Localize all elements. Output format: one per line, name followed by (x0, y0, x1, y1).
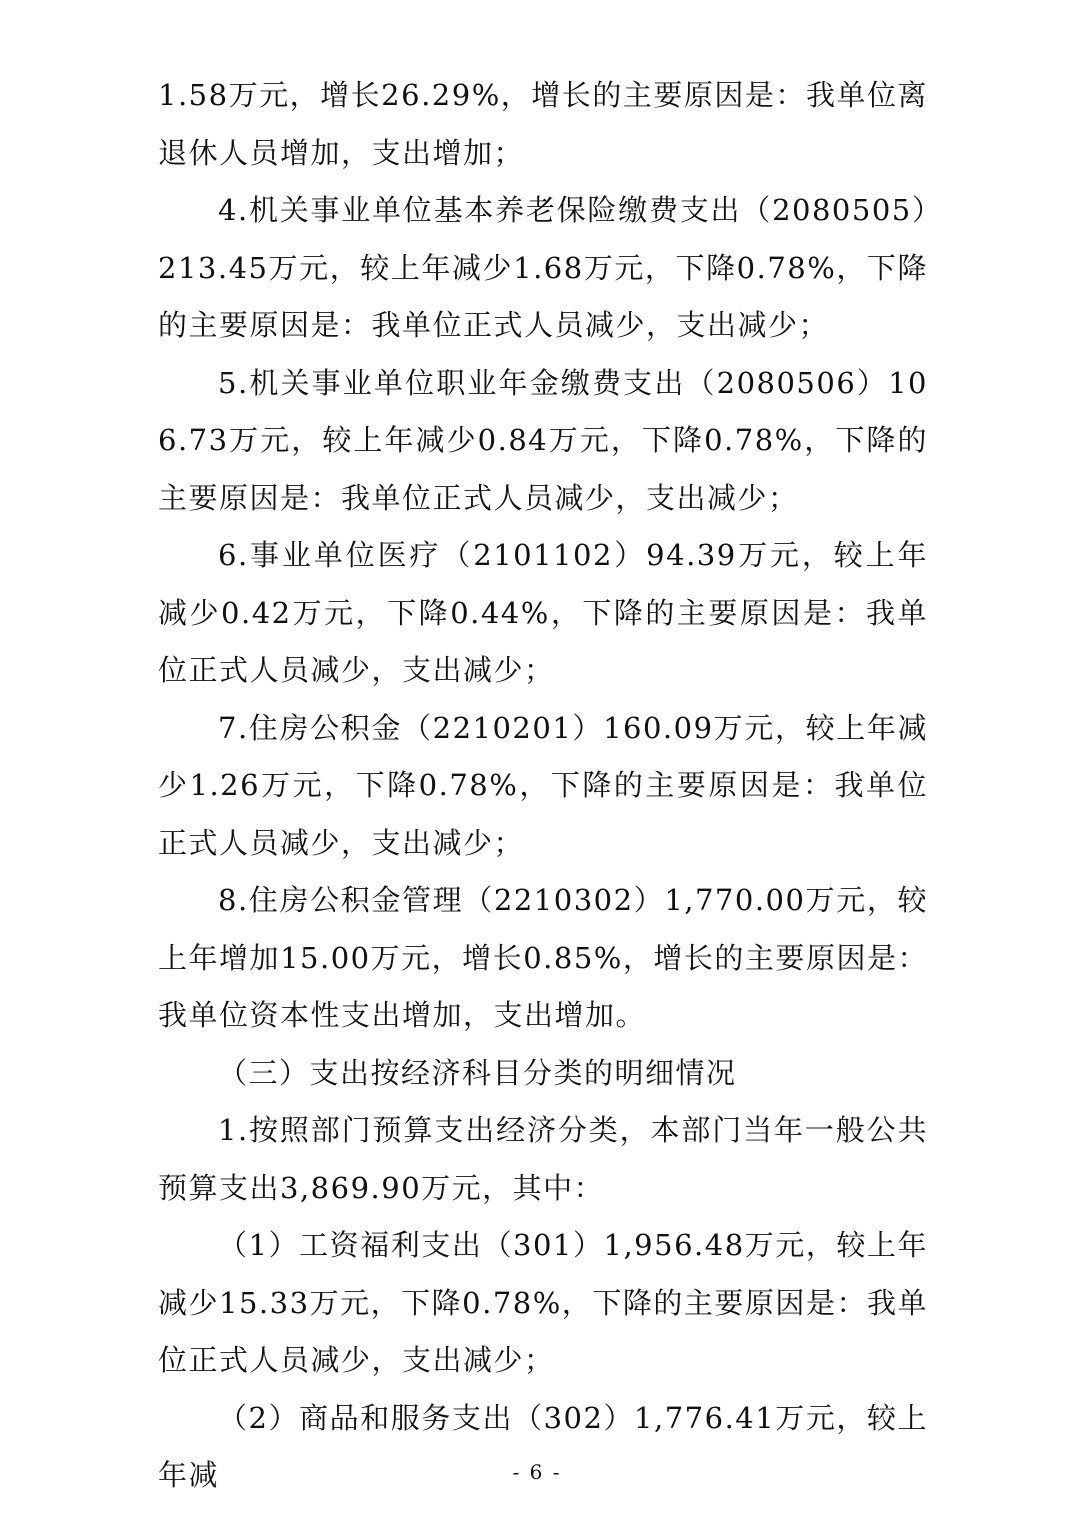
paragraph-item-6: 6.事业单位医疗（2101102）94.39万元，较上年减少0.42万元，下降0.44%，下降的主要原因是：我单位正式人员减少，支出减少； (158, 538, 928, 687)
paragraph-goods-services: （2）商品和服务支出（302）1,776.41万元，较上年减 (158, 1400, 928, 1492)
section-heading: （三）支出按经济科目分类的明细情况 (218, 1055, 737, 1090)
paragraph-item-8: 8.住房公积金管理（2210302）1,770.00万元，较上年增加15.00万元，增长0.85%，增长的主要原因是：我单位资本性支出增加，支出增加。 (158, 883, 928, 1032)
paragraph-continuation: 1.58万元，增长26.29%，增长的主要原因是：我单位离退休人员增加，支出增加； (158, 78, 928, 170)
page-number: - 6 - (512, 1460, 562, 1484)
document-body (158, 67, 928, 1505)
paragraph-salary-welfare: （1）工资福利支出（301）1,956.48万元，较上年减少15.33万元，下降0.78%，下降的主要原因是：我单位正式人员减少，支出减少； (158, 1228, 928, 1377)
paragraph-item-4: 4.机关事业单位基本养老保险缴费支出（2080505）213.45万元，较上年减少1.68万元，下降0.78%，下降的主要原因是：我单位正式人员减少，支出减少； (158, 193, 928, 342)
paragraph-economic-classification: 1.按照部门预算支出经济分类，本部门当年一般公共预算支出3,869.90万元，其中： (158, 1113, 928, 1205)
paragraph-item-5: 5.机关事业单位职业年金缴费支出（2080506）106.73万元，较上年减少0.84万元，下降0.78%，下降的主要原因是：我单位正式人员减少，支出减少； (158, 365, 928, 515)
paragraph-item-7: 7.住房公积金（2210201）160.09万元，较上年减少1.26万元，下降0.78%，下降的主要原因是：我单位正式人员减少，支出减少； (158, 710, 928, 860)
